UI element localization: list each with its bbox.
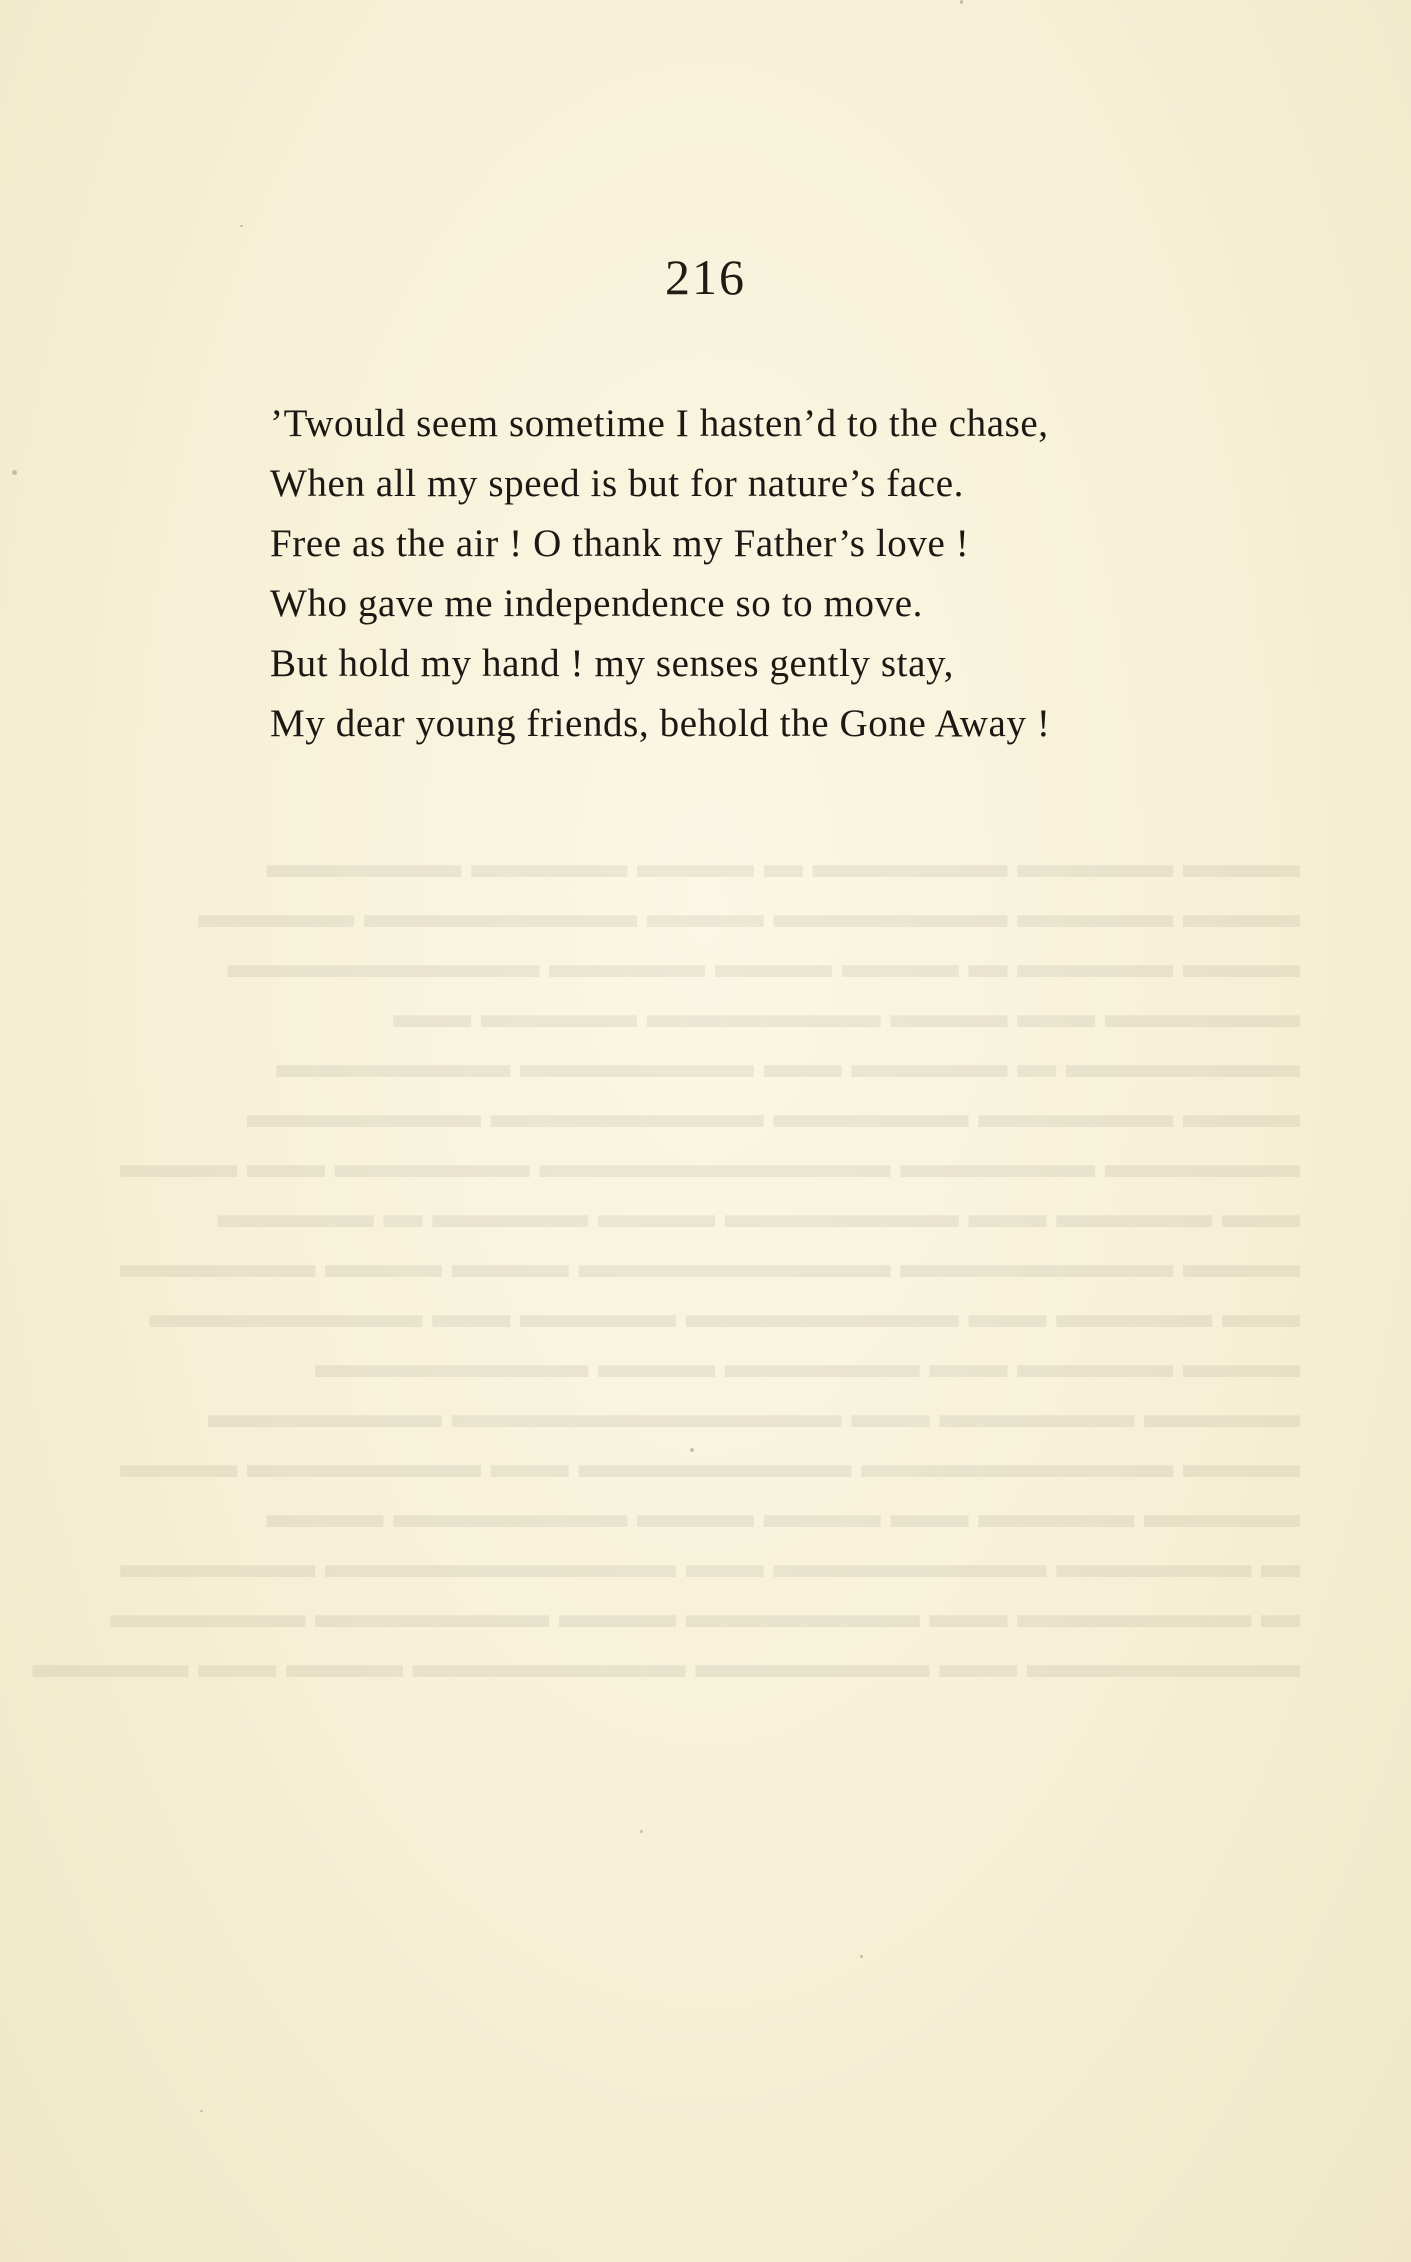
show-through-line: ▬▬▬ ▬▬▬▬▬▬▬ ▬▬▬▬▬▬▬▬ ▬▬▬ ▬▬▬ ▬▬▬▬▬ xyxy=(120,1243,1300,1286)
show-through-line: ▬▬▬▬▬ ▬▬ ▬▬▬ ▬▬▬▬▬▬ ▬▬▬▬ ▬▬ xyxy=(393,993,1300,1036)
show-through-texture xyxy=(32,840,1300,1690)
poem-line: ’Twould seem sometime I hasten’d to the chase, xyxy=(270,402,1049,445)
page-number: 216 xyxy=(665,249,746,305)
show-through-line: ▬▬ ▬▬▬▬ ▬▬ ▬▬▬▬▬▬▬ ▬▬▬▬ ▬▬ ▬▬▬▬▬▬▬ xyxy=(149,1293,1300,1336)
show-through-line: ▬▬▬▬▬▬▬ ▬▬ ▬▬▬▬▬▬ ▬▬▬▬▬▬▬ ▬▬▬ ▬▬ ▬▬▬▬ xyxy=(32,1643,1300,1686)
poem-line: Free as the air ! O thank my Father’s love ! xyxy=(270,522,970,565)
paper-speck xyxy=(12,470,17,475)
show-through-line: ▬▬▬ ▬▬▬▬ ▬▬ ▬▬▬▬▬ ▬▬▬ ▬▬▬▬▬▬▬ xyxy=(315,1343,1300,1386)
show-through-line: ▬▬▬ ▬▬▬▬ ▬▬▬▬▬▬ ▬▬▬ ▬▬▬▬▬▬▬ ▬▬▬▬ xyxy=(198,893,1300,936)
show-through-line: ▬▬▬ ▬▬▬▬ ▬▬▬▬▬ ▬ ▬▬▬ ▬▬▬▬ ▬▬▬▬▬ xyxy=(266,843,1300,886)
paper-speck xyxy=(240,225,243,227)
poem-line: When all my speed is but for nature’s face. xyxy=(270,462,964,505)
poem-line: But hold my hand ! my senses gently stay, xyxy=(270,642,954,685)
show-through-line: ▬▬▬▬▬ ▬▬▬▬▬ ▬▬▬▬▬▬▬▬▬ ▬▬▬▬▬ ▬▬ ▬▬▬ xyxy=(120,1143,1300,1186)
show-through-line: ▬▬▬▬▬▬ ▬ ▬▬▬▬ ▬▬ ▬▬▬▬▬▬ ▬▬▬▬▬▬ xyxy=(276,1043,1300,1086)
poem-line: Who gave me independence so to move. xyxy=(270,582,923,625)
show-through-line: ▬ ▬▬▬▬▬▬ ▬▬ ▬▬▬▬▬▬ ▬▬▬ ▬▬▬▬▬▬ ▬▬▬▬▬ xyxy=(110,1593,1300,1636)
show-through-line: ▬ ▬▬▬▬▬ ▬▬▬▬▬▬▬ ▬▬ ▬▬▬▬▬▬▬▬▬ ▬▬▬▬▬ xyxy=(120,1543,1300,1586)
paper-speck xyxy=(200,2110,203,2112)
paper-speck xyxy=(690,1448,694,1452)
paper-speck xyxy=(640,1830,643,1833)
show-through-line: ▬▬ ▬▬▬▬ ▬▬ ▬▬▬▬▬▬ ▬▬▬ ▬▬▬▬ ▬ ▬▬▬▬ xyxy=(217,1193,1300,1236)
show-through-line: ▬▬▬▬ ▬▬▬▬ ▬▬ ▬▬▬ ▬▬▬ ▬▬▬▬▬▬ ▬▬▬ xyxy=(266,1493,1300,1536)
show-through-line: ▬▬▬▬ ▬▬▬▬▬ ▬▬ ▬▬▬▬▬▬▬▬▬▬ ▬▬▬▬▬▬ xyxy=(208,1393,1300,1436)
paper-speck xyxy=(860,1955,863,1958)
paper-speck xyxy=(960,0,963,4)
show-through-line: ▬▬▬ ▬▬▬▬▬▬▬▬ ▬▬▬▬▬▬▬ ▬▬ ▬▬▬▬▬▬ ▬▬▬ xyxy=(120,1443,1300,1486)
poem-stanza xyxy=(270,394,1230,754)
show-through-line: ▬▬▬ ▬▬▬▬ ▬ ▬▬▬ ▬▬▬ ▬▬▬▬ ▬▬▬▬▬▬▬▬ xyxy=(227,943,1300,986)
show-through-line: ▬▬▬ ▬▬▬▬▬ ▬▬▬▬▬ ▬▬▬▬▬▬▬ ▬▬▬▬▬▬ xyxy=(247,1093,1300,1136)
poem-line: My dear young friends, behold the Gone Away ! xyxy=(270,702,1051,745)
